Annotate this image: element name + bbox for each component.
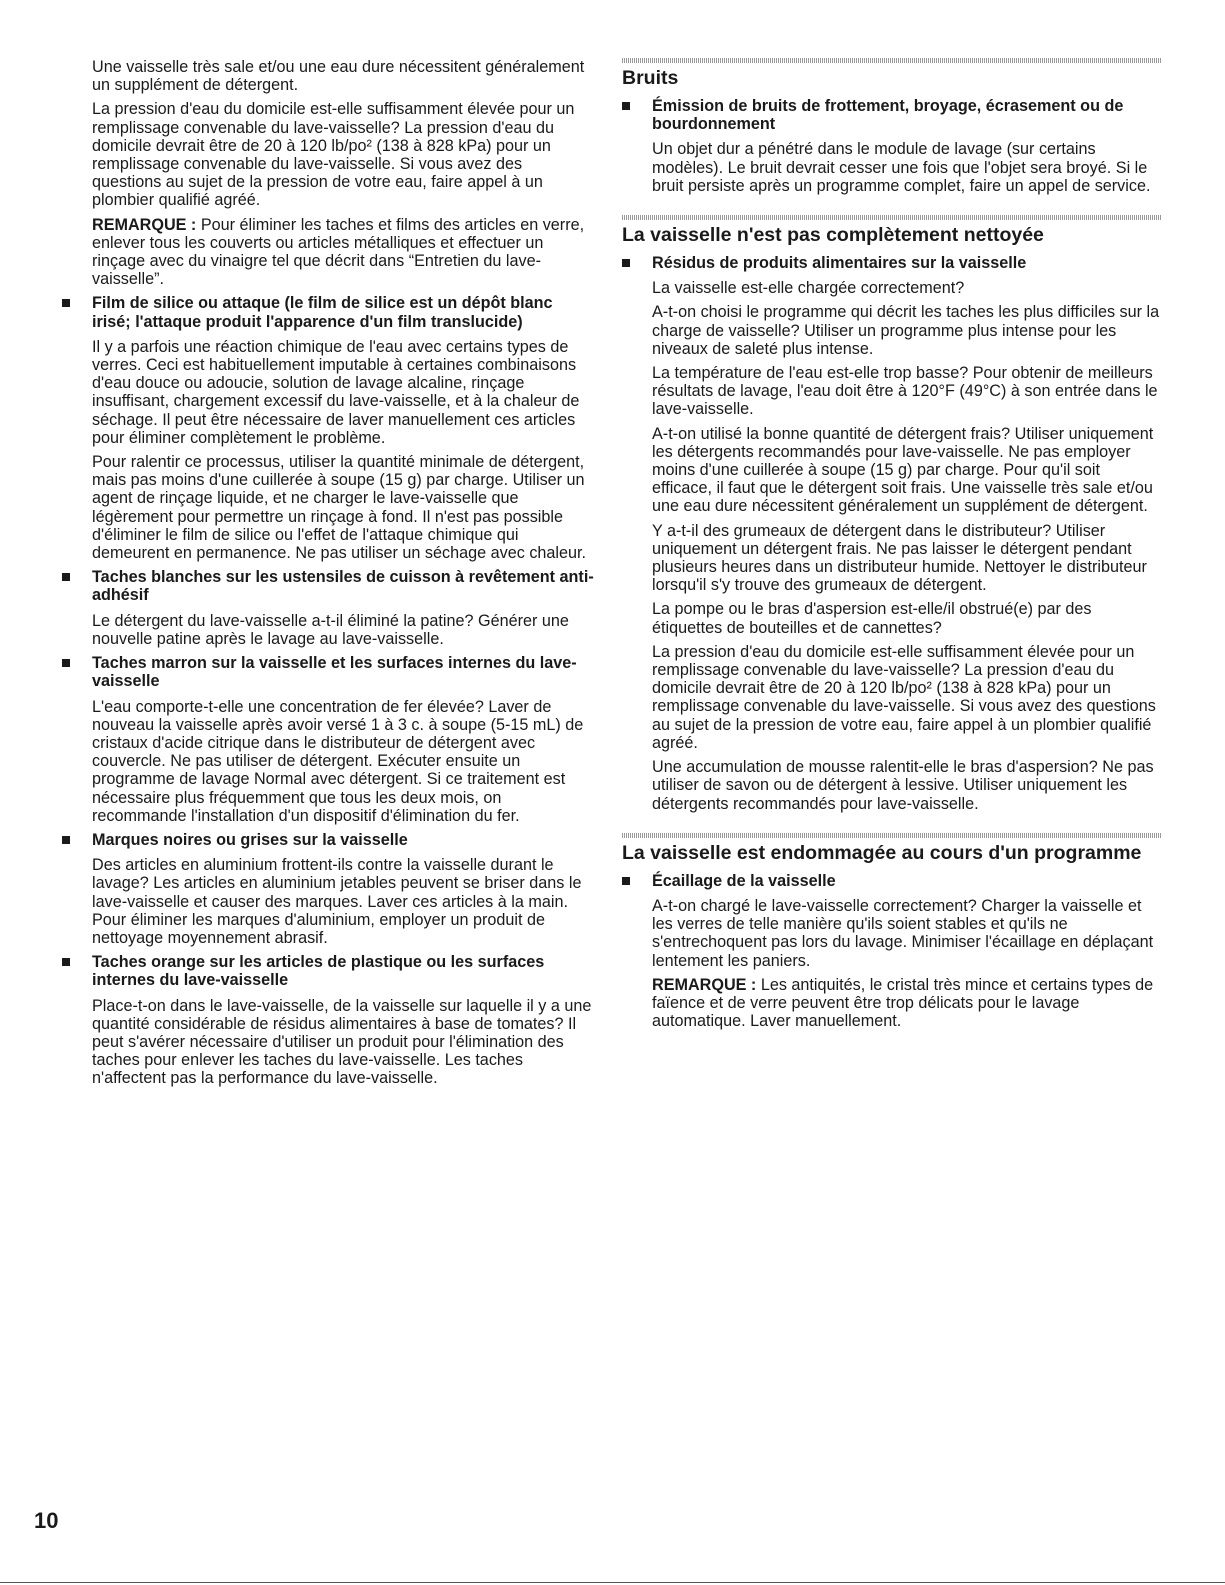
- bullet-heading: [622, 872, 1162, 890]
- section-divider: [622, 58, 1162, 63]
- bullet-square-icon: [62, 573, 70, 581]
- paragraph: Y a-t-il des grumeaux de détergent dans le distributeur? Utiliser uniquement un détergent frais. Ne pas laisser le détergent pendant plusieurs heures dans un distributeur humide. Nettoyer le distributeur lorsqu'il s'y trouve des grumeaux de détergent.: [652, 521, 1147, 595]
- paragraph: La pression d'eau du domicile est-elle suffisamment élevée pour un remplissage convenable du lave-vaisselle? La pression d'eau du domicile devrait être de 20 à 120 lb/po² (138 à 828 kPa) pour un remplissage convenable du lave-vaisselle. Si vous avez des questions au sujet de la pression de votre eau, faire appel à un plombier qualifié agréé.: [92, 100, 575, 210]
- note-text: Pour éliminer les taches et films des articles en verre, enlever tous les couverts ou articles métalliques et effectuer un rinçage avec du vinaigre tel que décrit dans “Entretien du lave-vaisselle”.: [92, 215, 585, 289]
- paragraph: Il y a parfois une réaction chimique de l'eau avec certains types de verres. Ceci est habituellement imputable à certaines combinaisons d'eau douce ou adoucie, solution de lavage alcaline, rinçage insuffisant, chargement excessif du lave-vaisselle, et à la chaleur de séchage. Il peut être nécessaire de laver manuellement ces articles pour éliminer complètement le problème.: [92, 337, 580, 447]
- section-divider: [622, 215, 1162, 220]
- bullet-heading: [62, 654, 594, 690]
- paragraph: Un objet dur a pénétré dans le module de lavage (sur certains modèles). Le bruit devrait cesser une fois que l'objet sera broyé. Si le bruit persiste après un programme complet, faire un appel de service.: [652, 140, 1151, 195]
- note-text: Les antiquités, le cristal très mince et certains types de faïence et de verre peuvent être trop délicats pour le lavage automatique. Laver manuellement.: [652, 975, 1154, 1031]
- paragraph: Pour ralentir ce processus, utiliser la quantité minimale de détergent, mais pas moins d'une cuillerée à soupe (15 g) par charge. Utiliser un agent de rinçage liquide, et ne charger le lave-vaisselle que légèrement pour permettre un rinçage à fond. Il n'est pas possible d'éliminer le film de silice ou l'effet de l'attaque chimique qui demeurent en permanence. Ne pas utiliser un séchage avec chaleur.: [92, 453, 587, 563]
- bullet-square-icon: [62, 836, 70, 844]
- paragraph: La pompe ou le bras d'aspersion est-elle/il obstrué(e) par des étiquettes de bouteilles et de cannettes?: [652, 600, 1092, 637]
- paragraph: Le détergent du lave-vaisselle a-t-il éliminé la patine? Générer une nouvelle patine après le lavage au lave-vaisselle.: [92, 611, 569, 648]
- bullet-square-icon: [622, 259, 630, 267]
- section-divider: [622, 833, 1162, 838]
- bullet-heading-text: Écaillage de la vaisselle: [652, 871, 836, 890]
- note-paragraph: [652, 976, 1162, 1031]
- paragraph: L'eau comporte-t-elle une concentration de fer élevée? Laver de nouveau la vaisselle après avoir versé 1 à 3 c. à soupe (5-15 mL) de cristaux d'acide citrique dans le distributeur de détergent avec couvercle. Ne pas utiliser de détergent. Exécuter ensuite un programme de lavage Normal avec détergent. Si ce traitement est nécessaire plus fréquemment que tous les deux mois, on recommande l'installation d'un dispositif d'élimination du fer.: [92, 697, 584, 825]
- paragraph: A-t-on chargé le lave-vaisselle correctement? Charger la vaisselle et les verres de telle manière qu'ils soient stables et qu'ils ne s'entrechoquent pas lors du lavage. Minimiser l'écaillage en déplaçant lentement les paniers.: [652, 896, 1154, 970]
- bullet-heading: [62, 294, 594, 330]
- note-paragraph: [92, 216, 594, 289]
- paragraph: Des articles en aluminium frottent-ils contre la vaisselle durant le lavage? Les articles en aluminium jetables peuvent se briser dans le lave-vaisselle et causer des marques. Laver ces articles à la main. Pour éliminer les marques d'aluminium, employer un produit de nettoyage moyennement abrasif.: [92, 856, 582, 947]
- paragraph: A-t-on utilisé la bonne quantité de détergent frais? Utiliser uniquement les détergents recommandés pour lave-vaisselle. Ne pas employer moins d'une cuillerée à soupe (15 g) par charge. Pour qu'il soit efficace, il faut que le détergent soit frais. Une vaisselle très sale et/ou une eau dure nécessitent généralement un supplément de détergent.: [652, 424, 1154, 516]
- bullet-heading-text: Taches marron sur la vaisselle et les surfaces internes du lave-vaisselle: [92, 654, 577, 691]
- section-title: Bruits: [622, 67, 679, 89]
- bullet-heading: [622, 254, 1162, 272]
- bullet-square-icon: [62, 659, 70, 667]
- bullet-heading: [62, 831, 594, 849]
- bullet-heading-text: Résidus de produits alimentaires sur la vaisselle: [652, 254, 1027, 273]
- note-label: REMARQUE :: [652, 975, 757, 994]
- paragraph: La vaisselle est-elle chargée correctement?: [652, 279, 965, 298]
- paragraph: La température de l'eau est-elle trop basse? Pour obtenir de meilleurs résultats de lavage, l'eau doit être à 120°F (49°C) à son entrée dans le lave-vaisselle.: [652, 364, 1158, 419]
- bullet-heading-text: Taches blanches sur les ustensiles de cuisson à revêtement anti-adhésif: [92, 568, 594, 605]
- page-number: 10: [34, 1508, 59, 1533]
- right-column: [622, 58, 1162, 1036]
- paragraph: A-t-on choisi le programme qui décrit les taches les plus difficiles sur la charge de vaisselle? Utiliser un programme plus intense pour les niveaux de saleté plus intense.: [652, 303, 1160, 358]
- note-label: REMARQUE :: [92, 215, 197, 234]
- bullet-square-icon: [62, 958, 70, 966]
- left-column: [62, 58, 594, 1094]
- bullet-heading-text: Marques noires ou grises sur la vaisselle: [92, 830, 408, 849]
- bullet-heading: [62, 568, 594, 604]
- bullet-heading-text: Film de silice ou attaque (le film de silice est un dépôt blanc irisé; l'attaque produit l'apparence d'un film translucide): [92, 294, 553, 331]
- paragraph: Une vaisselle très sale et/ou une eau dure nécessitent généralement un supplément de détergent.: [92, 58, 585, 95]
- paragraph: La pression d'eau du domicile est-elle suffisamment élevée pour un remplissage convenable du lave-vaisselle? La pression d'eau du domicile devrait être de 20 à 120 lb/po² (138 à 828 kPa) pour un remplissage convenable du lave-vaisselle. Si vous avez des questions au sujet de la pression de votre eau, faire appel à un plombier qualifié agréé.: [652, 642, 1156, 752]
- bullet-square-icon: [62, 299, 70, 307]
- bullet-heading-text: Taches orange sur les articles de plastique ou les surfaces internes du lave-vaisselle: [92, 953, 545, 990]
- paragraph: Place-t-on dans le lave-vaisselle, de la vaisselle sur laquelle il y a une quantité considérable de résidus alimentaires à base de tomates? Il peut s'avérer nécessaire d'utiliser un produit pour l'élimination des taches pour enlever les taches du lave-vaisselle. Les taches n'affectent pas la performance du lave-vaisselle.: [92, 996, 592, 1088]
- section-title: La vaisselle n'est pas complètement nettoyée: [622, 224, 1044, 247]
- bullet-heading: [622, 97, 1162, 133]
- paragraph: Une accumulation de mousse ralentit-elle le bras d'aspersion? Ne pas utiliser de savon ou de détergent à lessive. Utiliser uniquement les détergents recommandés pour lave-vaisselle.: [652, 758, 1154, 813]
- bullet-heading: [62, 953, 594, 989]
- section-title: La vaisselle est endommagée au cours d'un programme: [622, 841, 1142, 864]
- bullet-square-icon: [622, 102, 630, 110]
- bullet-heading-text: Émission de bruits de frottement, broyage, écrasement ou de bourdonnement: [652, 97, 1124, 134]
- bullet-square-icon: [622, 877, 630, 885]
- bottom-divider: [0, 1582, 1225, 1583]
